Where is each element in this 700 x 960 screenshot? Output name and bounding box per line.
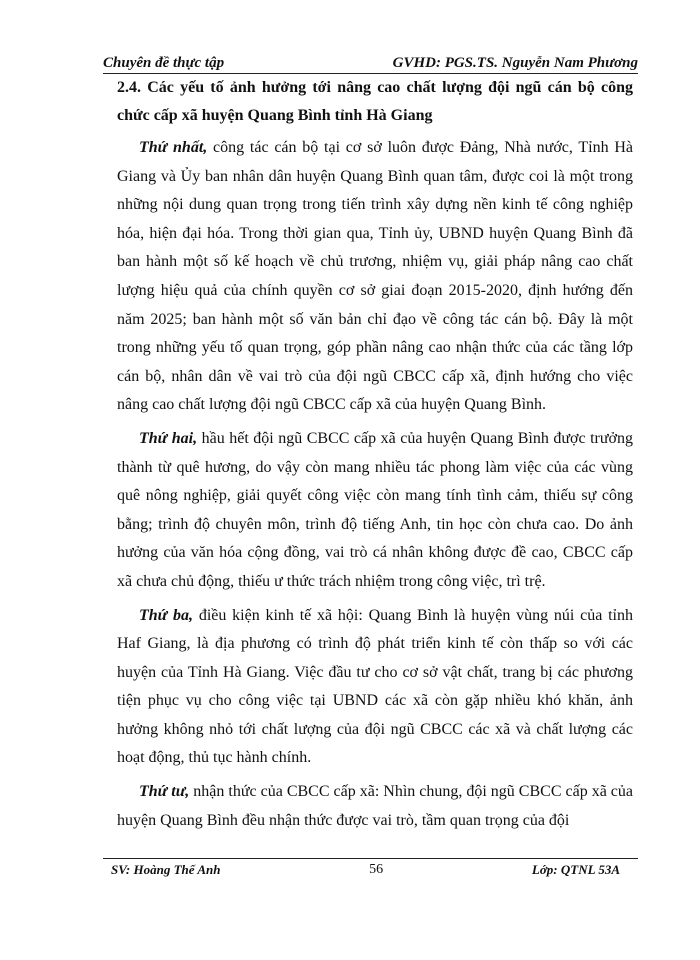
paragraph-1 — [117, 134, 633, 420]
section-heading: 2.4. Các yếu tố ảnh hưởng tới nâng cao chất lượng đội ngũ cán bộ công chức cấp xã huyện Quang Bình tỉnh Hà Giang — [117, 79, 633, 124]
header-right: GVHD: PGS.TS. Nguyễn Nam Phương — [392, 55, 638, 71]
footer-student: SV: Hoàng Thế Anh — [111, 862, 221, 877]
paragraph-4-lead: Thứ tư, — [139, 783, 190, 801]
page-footer — [103, 858, 638, 886]
paragraph-2-lead: Thứ hai, — [139, 429, 198, 447]
header-left: Chuyên đề thực tập — [103, 55, 225, 71]
paragraph-1-lead: Thứ nhất, — [139, 139, 208, 156]
paragraph-2 — [117, 425, 633, 597]
paragraph-3-text: điều kiện kinh tế xã hội: Quang Bình là huyện vùng núi của tỉnh Haf Giang, là địa phương có trình độ phát triển kinh tế còn thấp so với các huyện của Tỉnh Hà Giang. Việc đầu tư cho cơ sở vật chất, trang bị các phương tiện phục vụ cho công việc tại UBND các xã còn gặp nhiều khó khăn, ảnh hưởng không nhỏ tới chất lượng của đội ngũ CBCC các xã và chất lượng các hoạt động, thủ tục hành chính. — [117, 606, 633, 767]
page-number: 56 — [369, 862, 384, 877]
page-content — [117, 74, 633, 840]
footer-class: Lớp: QTNL 53A — [531, 862, 620, 877]
paragraph-1-text: công tác cán bộ tại cơ sở luôn được Đảng, Nhà nước, Tỉnh Hà Giang và Ủy ban nhân dân huyện Quang Bình quan tâm, được coi là một trong những nội dung quan trọng trong tiến trình xây dựng nền kinh tế công nghiệp hóa, hiện đại hóa. Trong thời gian qua, Tỉnh ủy, UBND huyện Quang Bình đã ban hành một số kế hoạch về chủ trương, nhiệm vụ, giải pháp nâng cao chất lượng hiệu quả của chính quyền cơ sở giai đoạn 2015-2020, định hướng đến năm 2025; ban hành một số văn bản chỉ đạo về công tác cán bộ. Đây là một trong những yếu tố quan trọng, góp phần nâng cao nhận thức của các tầng lớp cán bộ, nhân dân về vai trò của đội ngũ CBCC cấp xã, định hướng cho việc nâng cao chất lượng đội ngũ CBCC cấp xã của huyện Quang Bình. — [117, 139, 633, 414]
paragraph-4 — [117, 778, 633, 835]
paragraph-3 — [117, 602, 633, 774]
paragraph-2-text: hầu hết đội ngũ CBCC cấp xã của huyện Quang Bình được trưởng thành từ quê hương, do vậy còn mang nhiều tác phong làm việc của các vùng quê nông nghiệp, giải quyết công việc còn mang tính tình cảm, thiếu sự công bằng; trình độ chuyên môn, trình độ tiếng Anh, tin học còn chưa cao. Do ảnh hưởng của văn hóa cộng đồng, vai trò cá nhân không được đề cao, CBCC cấp xã chưa chủ động, thiếu ư thức trách nhiệm trong công việc, trì trệ. — [117, 429, 633, 590]
page-header — [103, 50, 638, 74]
paragraph-3-lead: Thứ ba, — [139, 606, 194, 624]
paragraph-4-text: nhận thức của CBCC cấp xã: Nhìn chung, đội ngũ CBCC cấp xã của huyện Quang Bình đều nhận thức được vai trò, tầm quan trọng của đội — [117, 783, 633, 829]
